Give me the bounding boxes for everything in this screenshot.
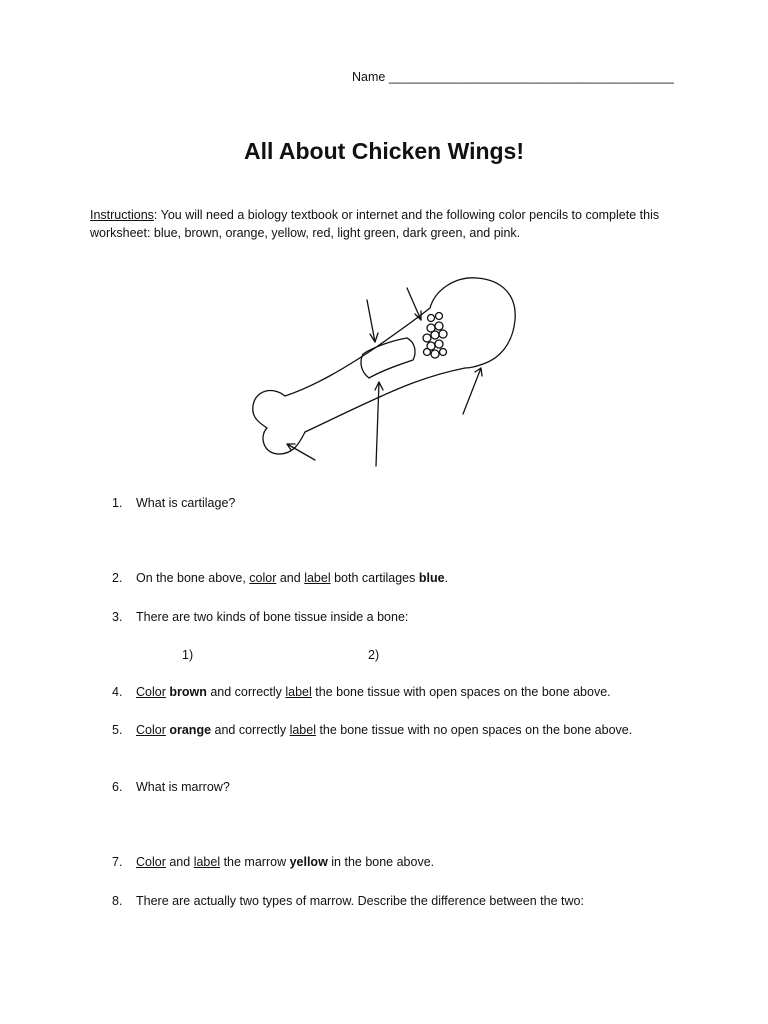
- q2-pre: On the bone above,: [136, 571, 250, 585]
- q5-mid: and correctly: [211, 723, 290, 737]
- q3-item-2: 2): [368, 648, 380, 662]
- question-text: What is marrow?: [136, 780, 230, 794]
- question-number: 6.: [112, 780, 123, 794]
- q2-label-word: label: [304, 571, 331, 585]
- question-text: [136, 721, 646, 740]
- q2-color-word: color: [249, 571, 277, 585]
- q7-mid: the marrow: [220, 855, 290, 869]
- name-blank[interactable]: _________________________________________: [388, 70, 674, 84]
- q5-end: the bone tissue with no open spaces on the bone above.: [315, 723, 633, 737]
- q4-label-word: label: [285, 685, 312, 699]
- question-number: 4.: [112, 685, 123, 699]
- instructions: [90, 206, 680, 242]
- q4-color-word: Color: [136, 685, 166, 699]
- question-text: [136, 853, 656, 872]
- question-text: [136, 569, 656, 588]
- page-title: All About Chicken Wings!: [243, 138, 525, 164]
- q7-color-word: Color: [136, 855, 166, 869]
- q5-color-word: Color: [136, 723, 166, 737]
- name-field[interactable]: [352, 70, 674, 84]
- question-number: 8.: [112, 894, 123, 908]
- q7-label-word: label: [193, 855, 221, 869]
- question-text: There are actually two types of marrow. Describe the difference between the two:: [136, 894, 584, 908]
- instructions-label: Instructions: [90, 208, 154, 222]
- name-label: Name: [352, 70, 386, 84]
- question-number: 3.: [112, 610, 123, 624]
- q2-and: and: [276, 571, 305, 585]
- question-number: 7.: [112, 855, 123, 869]
- q4-end: the bone tissue with open spaces on the bone above.: [311, 685, 611, 699]
- question-text: There are two kinds of bone tissue inside a bone:: [136, 610, 409, 624]
- q2-end: .: [444, 571, 449, 585]
- question-number: 2.: [112, 571, 123, 585]
- q3-item-1: 1): [182, 648, 194, 662]
- q2-mid: both cartilages: [330, 571, 419, 585]
- q7-color-name: yellow: [289, 855, 328, 869]
- q5-label-word: label: [289, 723, 316, 737]
- q5-color-name: orange: [169, 723, 212, 737]
- question-text: What is cartilage?: [136, 496, 236, 510]
- instructions-text: : You will need a biology textbook or internet and the following color pencils to complete this worksheet: blue, brown, orange, yellow, red, light green, dark green, and pink.: [90, 208, 660, 240]
- bone-diagram-icon: [245, 268, 525, 468]
- q7-end: in the bone above.: [327, 855, 435, 869]
- question-number: 5.: [112, 723, 123, 737]
- question-text: [136, 683, 656, 702]
- question-number: 1.: [112, 496, 123, 510]
- q4-color-name: brown: [169, 685, 207, 699]
- q7-and: and: [165, 855, 194, 869]
- q2-color-name: blue: [418, 571, 445, 585]
- q4-mid: and correctly: [206, 685, 286, 699]
